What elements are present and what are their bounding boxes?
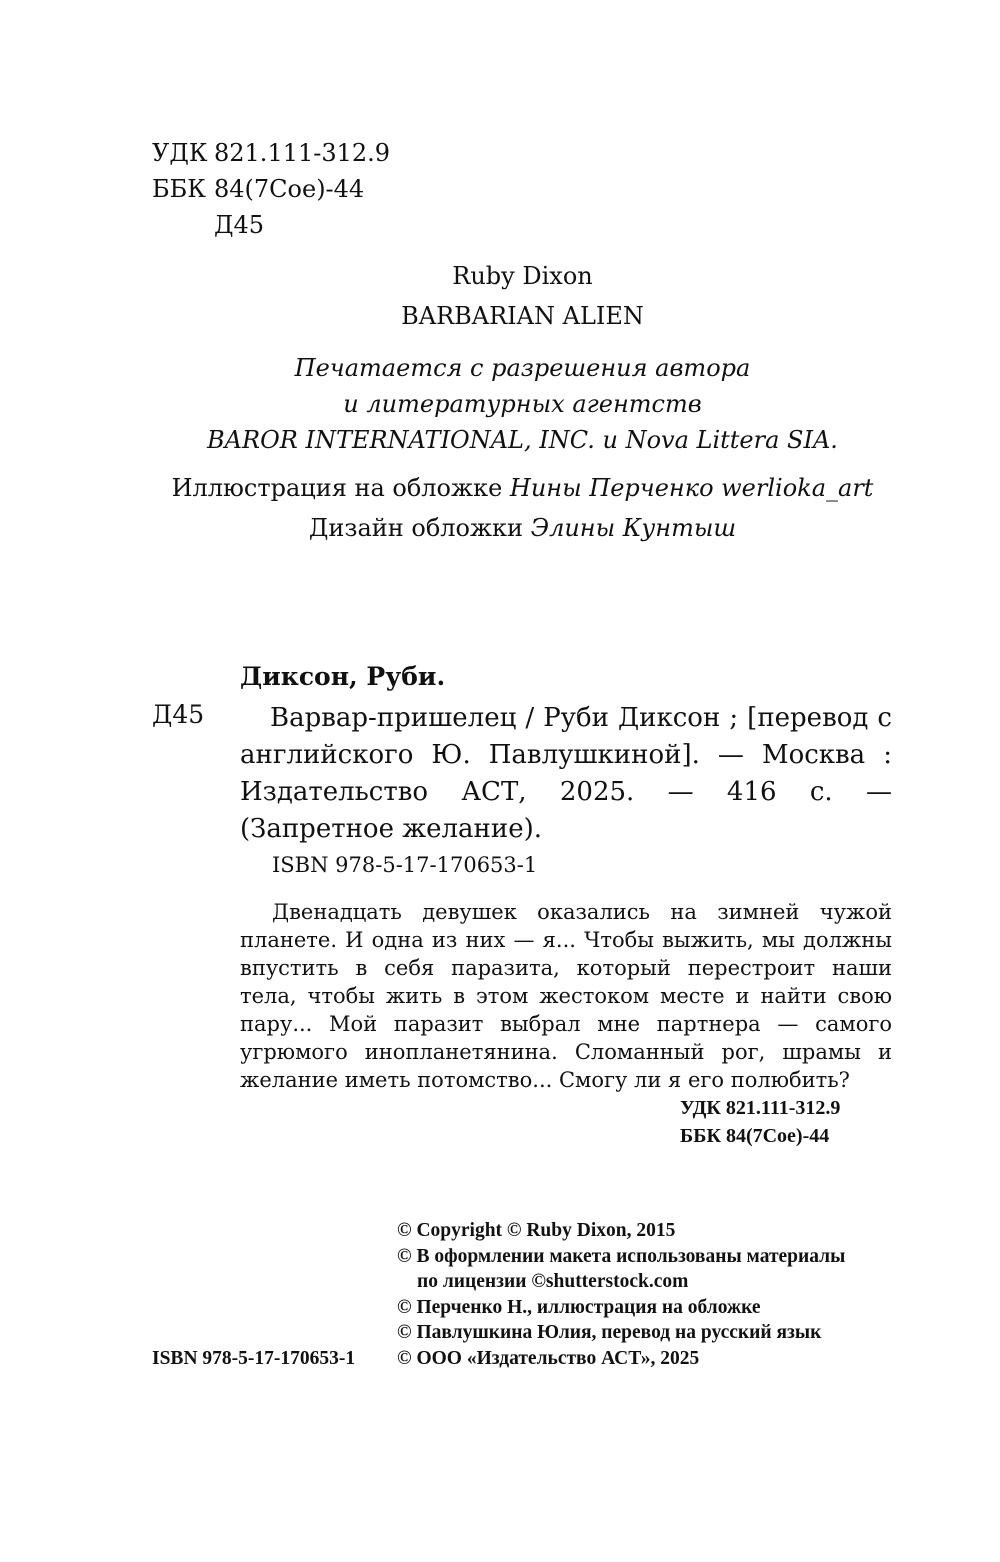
bib-isbn: ISBN 978-5-17-170653-1 [272,853,538,877]
bbk-label: ББК [152,175,206,203]
copyright-block [397,1218,897,1371]
illustration-credit [150,474,895,502]
original-title: BARBARIAN ALIEN [401,302,644,330]
bbk-value: 84(7Сое)-44 [214,175,365,203]
udk-label: УДК [152,139,208,167]
annotation: Двенадцать девушек оказались на зимней чужой планете. И одна из них — я... Чтобы выжить, мы должны впустить в себя паразита, который перестроит наши тела, чтобы жить в этом жестоком месте и найти свою пару... Мой паразит выбрал мне партнера — самого угрюмого инопланетянина. Сломанный рог, шрамы и желание иметь потомство... Смогу ли я его полюбить? [240,900,892,1092]
bbk-line [152,171,364,207]
bottom-udk: УДК 821.111-312.9 [680,1097,841,1119]
permission-line-3: BAROR INTERNATIONAL, INC. и Nova Littera SIA. [207,426,838,454]
isbn-bottom: ISBN 978-5-17-170653-1 [152,1348,356,1369]
udk-line [152,135,390,171]
bib-code: Д45 [152,700,205,729]
permission-line-2: и литературных агентств [343,390,702,418]
design-name: Элины Кунтыш [530,514,737,542]
copyright-line: © ООО «Издательство АСТ», 2025 [397,1347,700,1369]
bottom-classification [680,1094,840,1150]
bib-author-heading: Диксон, Руби. [240,662,446,691]
bib-description: Варвар-пришелец / Руби Диксон ; [перевод с английского Ю. Павлушкиной]. — Москва : Издательство АСТ, 2025. — 416 с. — (Запретное желание). [240,703,892,844]
author-mark: Д45 [214,211,265,239]
original-author: Ruby Dixon [452,262,593,290]
bottom-bbk: ББК 84(7Сое)-44 [680,1125,830,1147]
illustration-label: Иллюстрация на обложке [171,474,503,502]
permission-line-1: Печатается с разрешения автора [294,354,751,382]
illustration-name: Нины Перченко werlioka_art [509,474,874,502]
copyright-line: © В оформлении макета использованы материалы [397,1245,846,1267]
copyright-line: © Copyright © Ruby Dixon, 2015 [397,1220,676,1241]
udk-value: 821.111-312.9 [214,139,391,167]
design-label: Дизайн обложки [308,514,524,542]
copyright-line: © Перченко Н., иллюстрация на обложке [397,1296,761,1318]
copyright-line: © Павлушкина Юлия, перевод на русский язык [397,1322,822,1343]
design-credit [150,514,895,542]
copyright-line: по лицензии ©shutterstock.com [417,1271,689,1292]
